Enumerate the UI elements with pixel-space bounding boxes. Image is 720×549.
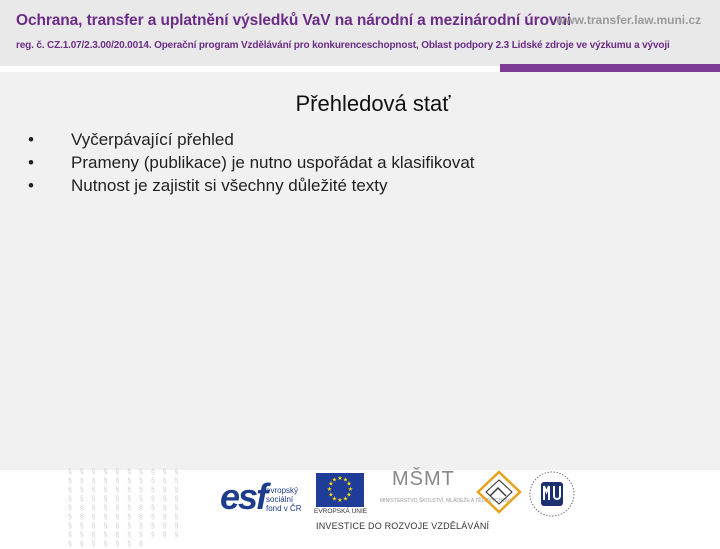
eu-flag-icon: [316, 473, 364, 507]
esf-logo: [220, 474, 310, 516]
list-item: [28, 128, 475, 151]
msmt-logo-text: MINISTERSTVO ŠKOLSTVÍ, MLÁDEŽE A TĚLOVÝCHOVY: [380, 498, 513, 504]
esf-logo-text: evropský sociální fond v ČR: [266, 486, 302, 513]
msmt-logo: [376, 468, 513, 508]
msmt-logo-mark: MŠMT: [392, 468, 455, 490]
bullet-icon: •: [28, 153, 34, 172]
project-url[interactable]: www.transfer.law.muni.cz: [556, 13, 702, 27]
project-title: Ochrana, transfer a uplatnění výsledků VaV na národní a mezinárodní úrovni: [16, 12, 572, 29]
svg-text:★: ★: [347, 486, 354, 493]
svg-text:★: ★: [331, 476, 338, 484]
masaryk-university-logo-icon: [528, 466, 576, 522]
svg-text:★: ★: [346, 491, 352, 499]
project-subtitle: reg. č. CZ.1.07/2.3.00/20.0014. Operační program Vzdělávání pro konkurenceschopnost, Oblast podpory 2.3 Lidské zdroje ve výzkumu a vývoji: [16, 40, 670, 51]
header-band: [0, 0, 720, 66]
bullet-text: Prameny (publikace) je nutno uspořádat a klasifikovat: [71, 153, 475, 172]
slide-title: Přehledová stať: [295, 91, 451, 116]
svg-text:★: ★: [326, 486, 333, 493]
op-vk-logo-icon: [476, 470, 522, 514]
investment-slogan: INVESTICE DO ROZVOJE VZDĚLÁVÁNÍ: [316, 521, 490, 531]
svg-text:★: ★: [328, 491, 334, 499]
svg-text:★: ★: [331, 495, 338, 503]
bullet-icon: •: [28, 176, 34, 195]
svg-text:★: ★: [337, 475, 343, 482]
svg-text:★: ★: [337, 497, 343, 504]
bullet-text: Nutnost je zajistit si všechny důležité texty: [71, 176, 388, 195]
bullet-list: [28, 128, 475, 197]
decorative-pattern: § § § § § § § § § § § § § § § § § § § § § § § § § § § § § § § § § § § § § § § § § § § § § § § § § § § § § § § § § § § § § § § § § § § § § § § § § § § § § § § § § § § § § § §: [68, 469, 182, 548]
svg-text:★: ★: [342, 495, 349, 503]
svg-text:★: ★: [346, 480, 352, 488]
eu-label: EVROPSKÁ UNIE: [314, 508, 368, 515]
list-item: [28, 151, 475, 174]
list-item: [28, 174, 475, 197]
accent-bar: [500, 64, 720, 72]
svg-text:★: ★: [328, 480, 334, 488]
bullet-text: Vyčerpávající přehled: [71, 130, 234, 149]
bullet-icon: •: [28, 130, 34, 149]
svg-text:★: ★: [342, 476, 349, 484]
esf-logo-mark: esf: [220, 476, 267, 517]
